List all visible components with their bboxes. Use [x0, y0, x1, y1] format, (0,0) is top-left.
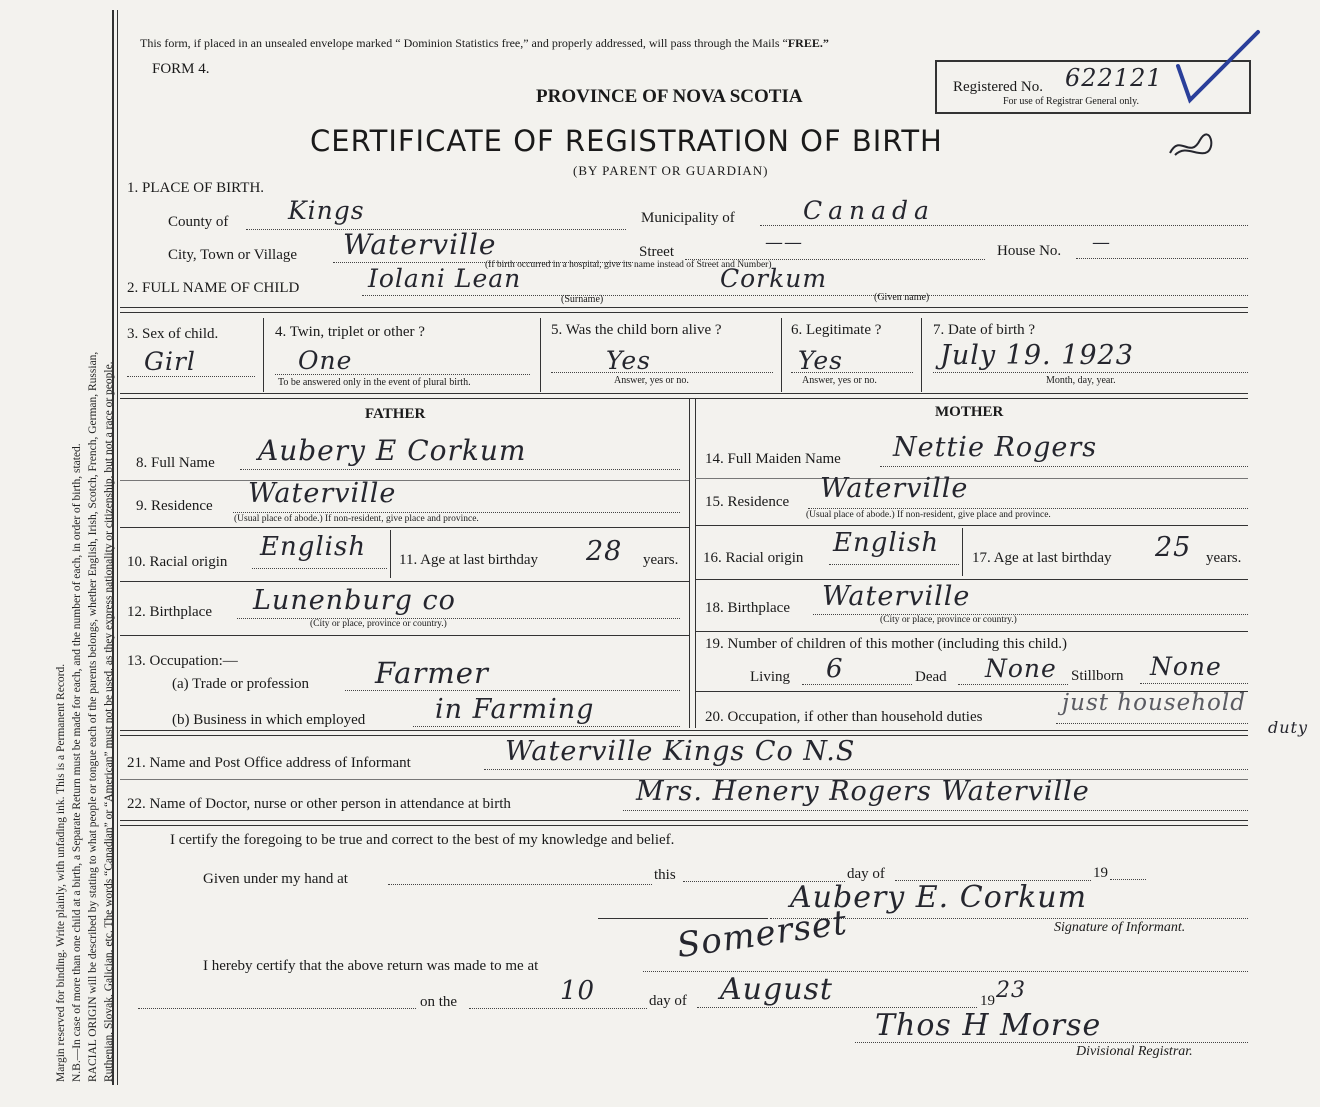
given-hand-label: Given under my hand at — [203, 871, 348, 887]
divider — [695, 525, 1248, 526]
city-label: City, Town or Village — [168, 247, 298, 263]
cell-divider — [390, 530, 391, 578]
mother-residence-label: 15. Residence — [705, 494, 790, 510]
father-years-label: years. — [643, 552, 679, 568]
doctor-label: 22. Name of Doctor, nurse or other person in attendance at birth — [127, 796, 511, 812]
binding-rule-inner — [117, 10, 118, 1085]
business-line — [413, 726, 680, 727]
father-racial-label: 10. Racial origin — [127, 554, 228, 570]
divider — [120, 393, 1248, 394]
mother-heading: MOTHER — [935, 404, 1004, 420]
given-hand-line — [388, 884, 652, 885]
divider — [120, 398, 1248, 399]
municipality-line — [760, 225, 1248, 226]
mother-years-label: years. — [1206, 550, 1242, 566]
mother-occupation-tail: duty — [1268, 718, 1309, 737]
on-the-label: on the — [420, 994, 458, 1010]
mother-racial-value: English — [833, 528, 940, 558]
father-birthplace-line — [237, 618, 680, 619]
mother-age-label: 17. Age at last birthday — [972, 550, 1112, 566]
father-residence-label: 9. Residence — [136, 498, 213, 514]
sex-line — [127, 376, 255, 377]
twin-line — [275, 374, 530, 375]
full-name-label: 2. FULL NAME OF CHILD — [127, 280, 300, 296]
business-label: (b) Business in which employed — [172, 712, 366, 728]
mother-residence-note: (Usual place of abode.) If non-resident, give place and province. — [806, 510, 1051, 520]
hereby-label: I hereby certify that the above return was made to me at — [203, 958, 539, 974]
registrar-note: For use of Registrar General only. — [1003, 96, 1139, 107]
mother-age-value: 25 — [1155, 532, 1192, 563]
father-birthplace-value: Lunenburg co — [253, 585, 456, 616]
county-value: Kings — [288, 196, 365, 225]
divider — [120, 581, 689, 582]
occupation-label: 13. Occupation:— — [127, 653, 238, 669]
father-residence-line — [233, 512, 680, 513]
mother-birthplace-line — [813, 614, 1248, 615]
mother-name-value: Nettie Rogers — [893, 432, 1098, 463]
mother-residence-value: Waterville — [820, 473, 969, 504]
sex-label: 3. Sex of child. — [127, 326, 219, 342]
city-value: Waterville — [343, 228, 497, 261]
margin-line-2: N.B.—In case of more than one child at a birth, a Separate Return must be made for each, and the number of each, in order of birth, stated. — [71, 443, 83, 1082]
cell-divider — [781, 318, 782, 392]
day-of-label: day of — [847, 866, 885, 882]
house-no-label: House No. — [997, 243, 1062, 259]
on-the-line — [469, 1008, 647, 1009]
margin-line-3: RACIAL ORIGIN will be described by stating to what people or tongue each of the parents belongs, whether English, Irish, Scotch, French, German, Russian, — [87, 351, 99, 1082]
father-name-label: 8. Full Name — [136, 455, 215, 471]
dob-value: July 19. 1923 — [940, 340, 1134, 371]
born-alive-label: 5. Was the child born alive ? — [551, 322, 722, 338]
born-alive-line — [551, 372, 773, 373]
dob-note: Month, day, year. — [1046, 375, 1116, 386]
registration-place: Somerset — [674, 902, 850, 966]
divider — [695, 579, 1248, 580]
mother-occupation-line — [1056, 723, 1248, 724]
sex-value: Girl — [144, 347, 196, 376]
hospital-note: (If birth occurred in a hospital, give its name instead of Street and Number) — [485, 260, 772, 270]
surname-caption: (Surname) — [561, 294, 604, 305]
divider — [120, 825, 1248, 826]
divider — [120, 730, 1248, 731]
cell-divider — [540, 318, 541, 392]
father-residence-note: (Usual place of abode.) If non-resident, give place and province. — [234, 514, 479, 524]
stillborn-value: None — [1150, 652, 1222, 681]
day-of-2-label: day of — [649, 993, 687, 1009]
trade-value: Farmer — [375, 656, 489, 690]
stillborn-label: Stillborn — [1071, 668, 1124, 684]
business-value: in Farming — [435, 694, 595, 725]
surname-value: Iolani Lean — [368, 264, 522, 293]
certify-statement: I certify the foregoing to be true and correct to the best of my knowledge and belief. — [170, 832, 675, 848]
margin-line-4: Ruthenian, Slovak, Galician, etc. The words “Canadian” or “American” must not be used, as they express nationality or citizenship, but not a race or people. — [103, 361, 115, 1082]
signature-informant-caption: Signature of Informant. — [1054, 920, 1186, 935]
mother-birthplace-value: Waterville — [822, 581, 971, 612]
house-no-line — [1076, 258, 1248, 259]
born-alive-note: Answer, yes or no. — [614, 375, 689, 386]
mother-racial-label: 16. Racial origin — [703, 550, 804, 566]
dead-value: None — [985, 654, 1057, 683]
cell-divider — [962, 528, 963, 576]
divider — [120, 820, 1248, 821]
mother-birthplace-label: 18. Birthplace — [705, 600, 790, 616]
registration-day: 10 — [560, 976, 596, 1006]
informant-value: Waterville Kings Co N.S — [505, 736, 856, 767]
father-age-value: 28 — [586, 536, 623, 567]
mother-birthplace-note: (City or place, province or country.) — [880, 615, 1017, 625]
informant-signature: Aubery E. Corkum — [790, 880, 1088, 915]
form-number: FORM 4. — [152, 61, 210, 77]
mother-occupation-value: just household — [1062, 690, 1246, 716]
house-no-value: — — [1092, 232, 1111, 253]
twin-value: One — [298, 346, 353, 375]
divider — [695, 631, 1248, 632]
father-birthplace-note: (City or place, province or country.) — [310, 619, 447, 629]
legitimate-note: Answer, yes or no. — [802, 375, 877, 386]
mother-residence-line — [808, 508, 1248, 509]
father-racial-line — [252, 568, 387, 569]
born-alive-value: Yes — [606, 346, 651, 375]
living-label: Living — [750, 669, 790, 685]
registration-year: 23 — [996, 978, 1026, 1003]
divider — [120, 312, 1248, 313]
parents-divider — [689, 398, 690, 728]
father-heading: FATHER — [365, 406, 426, 422]
margin-instructions — [53, 22, 117, 1082]
mail-notice: This form, if placed in an unsealed envelope marked “ Dominion Statistics free,” and properly addressed, will pass through the Mails “FREE.” — [140, 36, 829, 50]
doctor-value: Mrs. Henery Rogers Waterville — [636, 776, 1090, 807]
municipality-label: Municipality of — [641, 210, 735, 226]
trade-line — [345, 690, 680, 691]
dob-line — [933, 372, 1248, 373]
living-line — [802, 684, 912, 685]
year-line — [1110, 879, 1146, 880]
father-birthplace-label: 12. Birthplace — [127, 604, 212, 620]
year-prefix: 19 — [1093, 865, 1108, 881]
informant-line — [484, 769, 1248, 770]
doctor-line — [623, 810, 1248, 811]
father-age-label: 11. Age at last birthday — [399, 552, 538, 568]
this-label: this — [654, 867, 676, 883]
on-the-line-lead — [138, 1008, 416, 1009]
divider — [120, 480, 689, 481]
divider — [120, 635, 689, 636]
trade-label: (a) Trade or profession — [172, 676, 310, 692]
registration-month: August — [720, 972, 833, 1007]
scribble-icon — [1165, 125, 1225, 165]
given-name-value: Corkum — [720, 264, 828, 293]
father-racial-value: English — [260, 532, 367, 562]
street-value: —— — [765, 232, 803, 253]
legitimate-label: 6. Legitimate ? — [791, 322, 882, 338]
certificate-subtitle: (BY PARENT OR GUARDIAN) — [573, 163, 769, 178]
divisional-registrar-caption: Divisional Registrar. — [1076, 1044, 1193, 1059]
cell-divider — [263, 318, 264, 392]
certificate-title: CERTIFICATE OF REGISTRATION OF BIRTH — [310, 124, 943, 158]
registered-label: Registered No. — [953, 79, 1043, 95]
parents-divider — [695, 398, 696, 728]
legitimate-line — [791, 372, 913, 373]
dead-line — [958, 684, 1068, 685]
mother-occupation-label: 20. Occupation, if other than household duties — [705, 709, 983, 725]
registrar-signature: Thos H Morse — [875, 1008, 1102, 1043]
twin-label: 4. Twin, triplet or other ? — [275, 324, 425, 340]
father-residence-value: Waterville — [248, 478, 397, 509]
divider — [120, 527, 689, 528]
mother-racial-line — [829, 564, 959, 565]
dob-label: 7. Date of birth ? — [933, 322, 1036, 338]
mother-name-line — [880, 466, 1248, 467]
dead-label: Dead — [915, 669, 947, 685]
twin-note: To be answered only in the event of plural birth. — [278, 377, 471, 388]
children-label: 19. Number of children of this mother (including this child.) — [705, 636, 1068, 652]
province-heading: PROVINCE OF NOVA SCOTIA — [536, 86, 803, 107]
full-name-line — [362, 295, 1248, 296]
municipality-value: Canada — [803, 196, 935, 225]
father-name-line — [240, 469, 680, 470]
given-name-caption: (Given name) — [874, 292, 930, 303]
check-mark-icon — [1170, 28, 1265, 108]
place-of-birth-label: 1. PLACE OF BIRTH. — [127, 180, 265, 196]
father-name-value: Aubery E Corkum — [258, 434, 527, 467]
living-value: 6 — [826, 654, 844, 684]
margin-line-1: Margin reserved for binding. Write plainly, with unfading ink. This is a Permanent Record. — [55, 663, 67, 1082]
legitimate-value: Yes — [798, 346, 843, 375]
year-prefix-2: 19 — [980, 993, 995, 1009]
registered-number: 622121 — [1065, 64, 1163, 92]
binding-rule — [112, 10, 114, 1085]
divider — [120, 307, 1248, 308]
informant-label: 21. Name and Post Office address of Informant — [127, 755, 411, 771]
stillborn-line — [1140, 683, 1248, 684]
cell-divider — [921, 318, 922, 392]
mother-name-label: 14. Full Maiden Name — [705, 451, 841, 467]
street-label: Street — [639, 244, 674, 260]
county-label: County of — [168, 214, 229, 230]
divider — [695, 478, 1248, 479]
